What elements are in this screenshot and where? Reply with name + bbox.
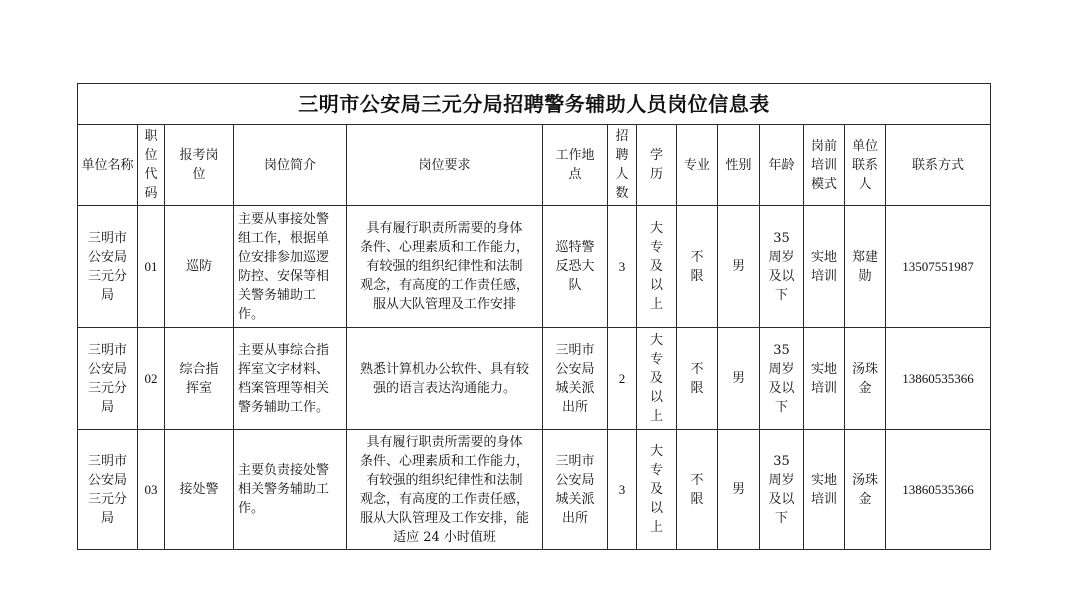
cell-training: 实地 培训 <box>804 328 845 430</box>
cell-major: 不 限 <box>677 328 718 430</box>
table-title: 三明市公安局三元分局招聘警务辅助人员岗位信息表 <box>78 84 991 125</box>
cell-location: 三明市 公安局 城关派 出所 <box>543 430 608 550</box>
cell-unit: 三明市 公安局 三元分 局 <box>78 206 138 328</box>
cell-position: 接处警 <box>165 430 234 550</box>
cell-education: 大 专 及 以 上 <box>637 206 677 328</box>
title-row <box>78 84 991 125</box>
cell-major: 不 限 <box>677 206 718 328</box>
cell-intro: 主要从事接处警 组工作，根据单 位安排参加巡逻 防控、安保等相 关警务辅助工 作。 <box>234 206 347 328</box>
cell-code: 01 <box>138 206 165 328</box>
header-position-requirement: 岗位要求 <box>347 125 543 206</box>
cell-phone: 13860535366 <box>886 430 991 550</box>
cell-training: 实地 培训 <box>804 430 845 550</box>
cell-unit: 三明市 公安局 三元分 局 <box>78 430 138 550</box>
header-row <box>78 125 991 206</box>
table-row <box>78 206 991 328</box>
cell-age: 35 周岁 及以 下 <box>760 206 804 328</box>
cell-phone: 13507551987 <box>886 206 991 328</box>
cell-location: 巡特警 反恐大 队 <box>543 206 608 328</box>
header-position-intro: 岗位简介 <box>234 125 347 206</box>
cell-major: 不 限 <box>677 430 718 550</box>
header-gender: 性别 <box>718 125 760 206</box>
cell-requirement: 具有履行职责所需要的身体 条件、心理素质和工作能力， 有较强的组织纪律性和法制 观念，有高度的工作责任感， 服从大队管理及工作安排，能 适应 24 小时值班 <box>347 430 543 550</box>
header-major: 专业 <box>677 125 718 206</box>
header-position-code: 职 位 代 码 <box>138 125 165 206</box>
table-row <box>78 328 991 430</box>
header-training-mode: 岗前 培训 模式 <box>804 125 845 206</box>
cell-count: 2 <box>608 328 637 430</box>
cell-education: 大 专 及 以 上 <box>637 430 677 550</box>
cell-contact: 汤珠 金 <box>845 328 886 430</box>
cell-gender: 男 <box>718 206 760 328</box>
cell-gender: 男 <box>718 328 760 430</box>
cell-age: 35 周岁 及以 下 <box>760 328 804 430</box>
header-work-location: 工作地 点 <box>543 125 608 206</box>
cell-location: 三明市 公安局 城关派 出所 <box>543 328 608 430</box>
cell-gender: 男 <box>718 430 760 550</box>
cell-phone: 13860535366 <box>886 328 991 430</box>
cell-code: 03 <box>138 430 165 550</box>
cell-unit: 三明市 公安局 三元分 局 <box>78 328 138 430</box>
cell-requirement: 具有履行职责所需要的身体 条件、心理素质和工作能力， 有较强的组织纪律性和法制 观念，有高度的工作责任感， 服从大队管理及工作安排 <box>347 206 543 328</box>
header-unit-name: 单位名称 <box>78 125 138 206</box>
header-age: 年龄 <box>760 125 804 206</box>
header-recruit-count: 招 聘 人 数 <box>608 125 637 206</box>
cell-intro: 主要负责接处警 相关警务辅助工 作。 <box>234 430 347 550</box>
cell-training: 实地 培训 <box>804 206 845 328</box>
position-info-table <box>77 83 991 550</box>
header-education: 学 历 <box>637 125 677 206</box>
cell-requirement: 熟悉计算机办公软件、具有较 强的语言表达沟通能力。 <box>347 328 543 430</box>
header-contact-person: 单位 联系 人 <box>845 125 886 206</box>
cell-position: 巡防 <box>165 206 234 328</box>
cell-education: 大 专 及 以 上 <box>637 328 677 430</box>
table-row <box>78 430 991 550</box>
cell-age: 35 周岁 及以 下 <box>760 430 804 550</box>
cell-position: 综合指 挥室 <box>165 328 234 430</box>
header-contact-info: 联系方式 <box>886 125 991 206</box>
cell-count: 3 <box>608 206 637 328</box>
cell-code: 02 <box>138 328 165 430</box>
cell-count: 3 <box>608 430 637 550</box>
cell-contact: 汤珠 金 <box>845 430 886 550</box>
cell-intro: 主要从事综合指 挥室文字材料、 档案管理等相关 警务辅助工作。 <box>234 328 347 430</box>
header-position: 报考岗 位 <box>165 125 234 206</box>
cell-contact: 郑建 勋 <box>845 206 886 328</box>
